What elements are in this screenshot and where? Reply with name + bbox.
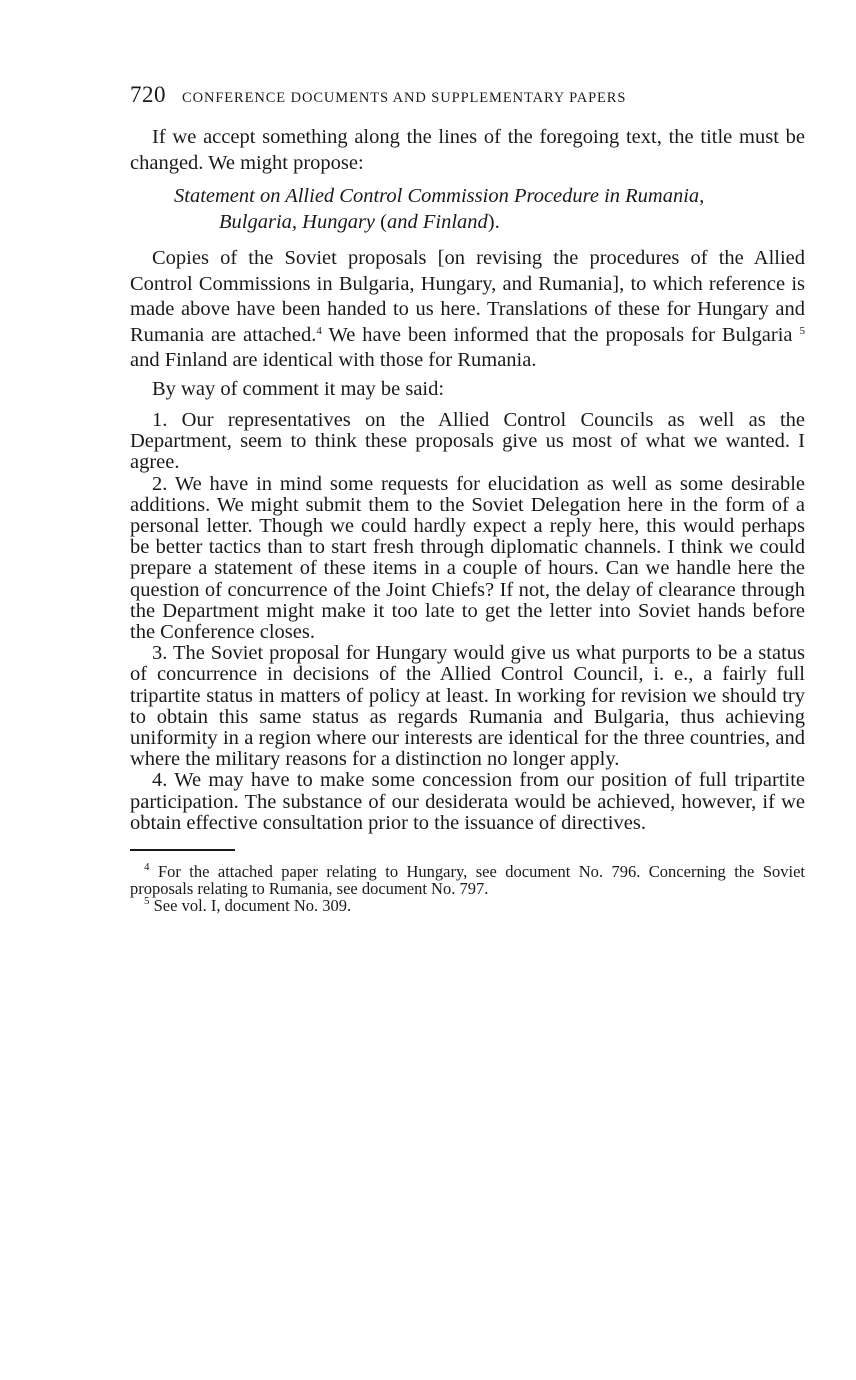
footnote-4-text: For the attached paper relating to Hungary, see document No. 796. Concerning the Soviet proposals relating to Rumania, see document No. 797. bbox=[130, 862, 805, 899]
comment-item-2: 2. We have in mind some requests for elucidation as well as some desirable additions. We might submit them to the Soviet Delegation here in the form of a personal letter. Though we could hardly expect a reply here, this would perhaps be better tactics than to start fresh through diplomatic channels. I think we could prepare a statement of these items in a couple of hours. Can we handle here the question of concurrence of the Joint Chiefs? If not, the delay of clearance through the Department might make it too late to get the letter into Soviet hands before the Conference closes. bbox=[130, 472, 805, 644]
comment-item-3: 3. The Soviet proposal for Hungary would give us what purports to be a status of concurrence in decisions of the Allied Control Council, i. e., a fairly full tripartite status in matters of policy at least. In working for revision we should try to obtain this same status as regards Rumania and Bulgaria, thus achieving uniformity in a region where our interests are identical for the three countries, and where the military reasons for a distinction no longer apply. bbox=[130, 642, 805, 771]
footnote-ref-4: 4 bbox=[316, 324, 322, 337]
footnote-5-text: See vol. I, document No. 309. bbox=[149, 896, 352, 916]
proposed-title-line2 bbox=[174, 210, 805, 236]
proposed-title-finland: and Finland bbox=[386, 210, 488, 233]
paragraph-title-change: If we accept something along the lines of the foregoing text, the title must be changed. We might propose: bbox=[130, 126, 805, 174]
page-header bbox=[130, 82, 805, 108]
comment-item-1: 1. Our representatives on the Allied Control Councils as well as the Department, seem to think these proposals give us most of what we wanted. I agree. bbox=[130, 409, 805, 474]
page-number: 720 bbox=[130, 82, 166, 107]
footnote-marker-4: 4 bbox=[144, 861, 150, 874]
document-page bbox=[130, 82, 805, 914]
proposed-title-line1: Statement on Allied Control Commission Procedure in Rumania, bbox=[174, 185, 705, 207]
proposed-statement-title bbox=[130, 184, 805, 235]
paragraph-soviet-proposals bbox=[130, 246, 805, 374]
soviet-proposals-text-a: Copies of the Soviet proposals [on revising the procedures of the Allied Control Commissions in Bulgaria, Hungary, and Rumania], to which reference is made above have been handed to us here. Translations of these for Hungary and Rumania are attached. bbox=[130, 247, 805, 346]
footnote-5 bbox=[130, 897, 805, 914]
footnote-ref-5: 5 bbox=[799, 324, 805, 337]
paragraph-comment-intro: By way of comment it may be said: bbox=[152, 377, 445, 400]
footnotes bbox=[130, 863, 805, 914]
footnote-4 bbox=[130, 863, 805, 897]
paren-open: ( bbox=[380, 210, 387, 233]
comment-item-4: 4. We may have to make some concession from our position of full tripartite participation. The substance of our desiderata would be achieved, however, if we obtain effective consultation prior to the issuance of directives. bbox=[130, 769, 805, 834]
paren-close: ). bbox=[487, 210, 500, 233]
running-head: CONFERENCE DOCUMENTS AND SUPPLEMENTARY PAPERS bbox=[182, 90, 627, 106]
soviet-proposals-text-c: and Finland are identical with those for Rumania. bbox=[130, 349, 537, 371]
proposed-title-countries: Bulgaria, Hungary bbox=[219, 210, 381, 233]
footnote-divider bbox=[130, 849, 235, 851]
soviet-proposals-text-b: We have been informed that the proposals for Bulgaria bbox=[321, 323, 800, 346]
comment-list bbox=[130, 410, 805, 834]
footnote-marker-5: 5 bbox=[144, 895, 150, 908]
